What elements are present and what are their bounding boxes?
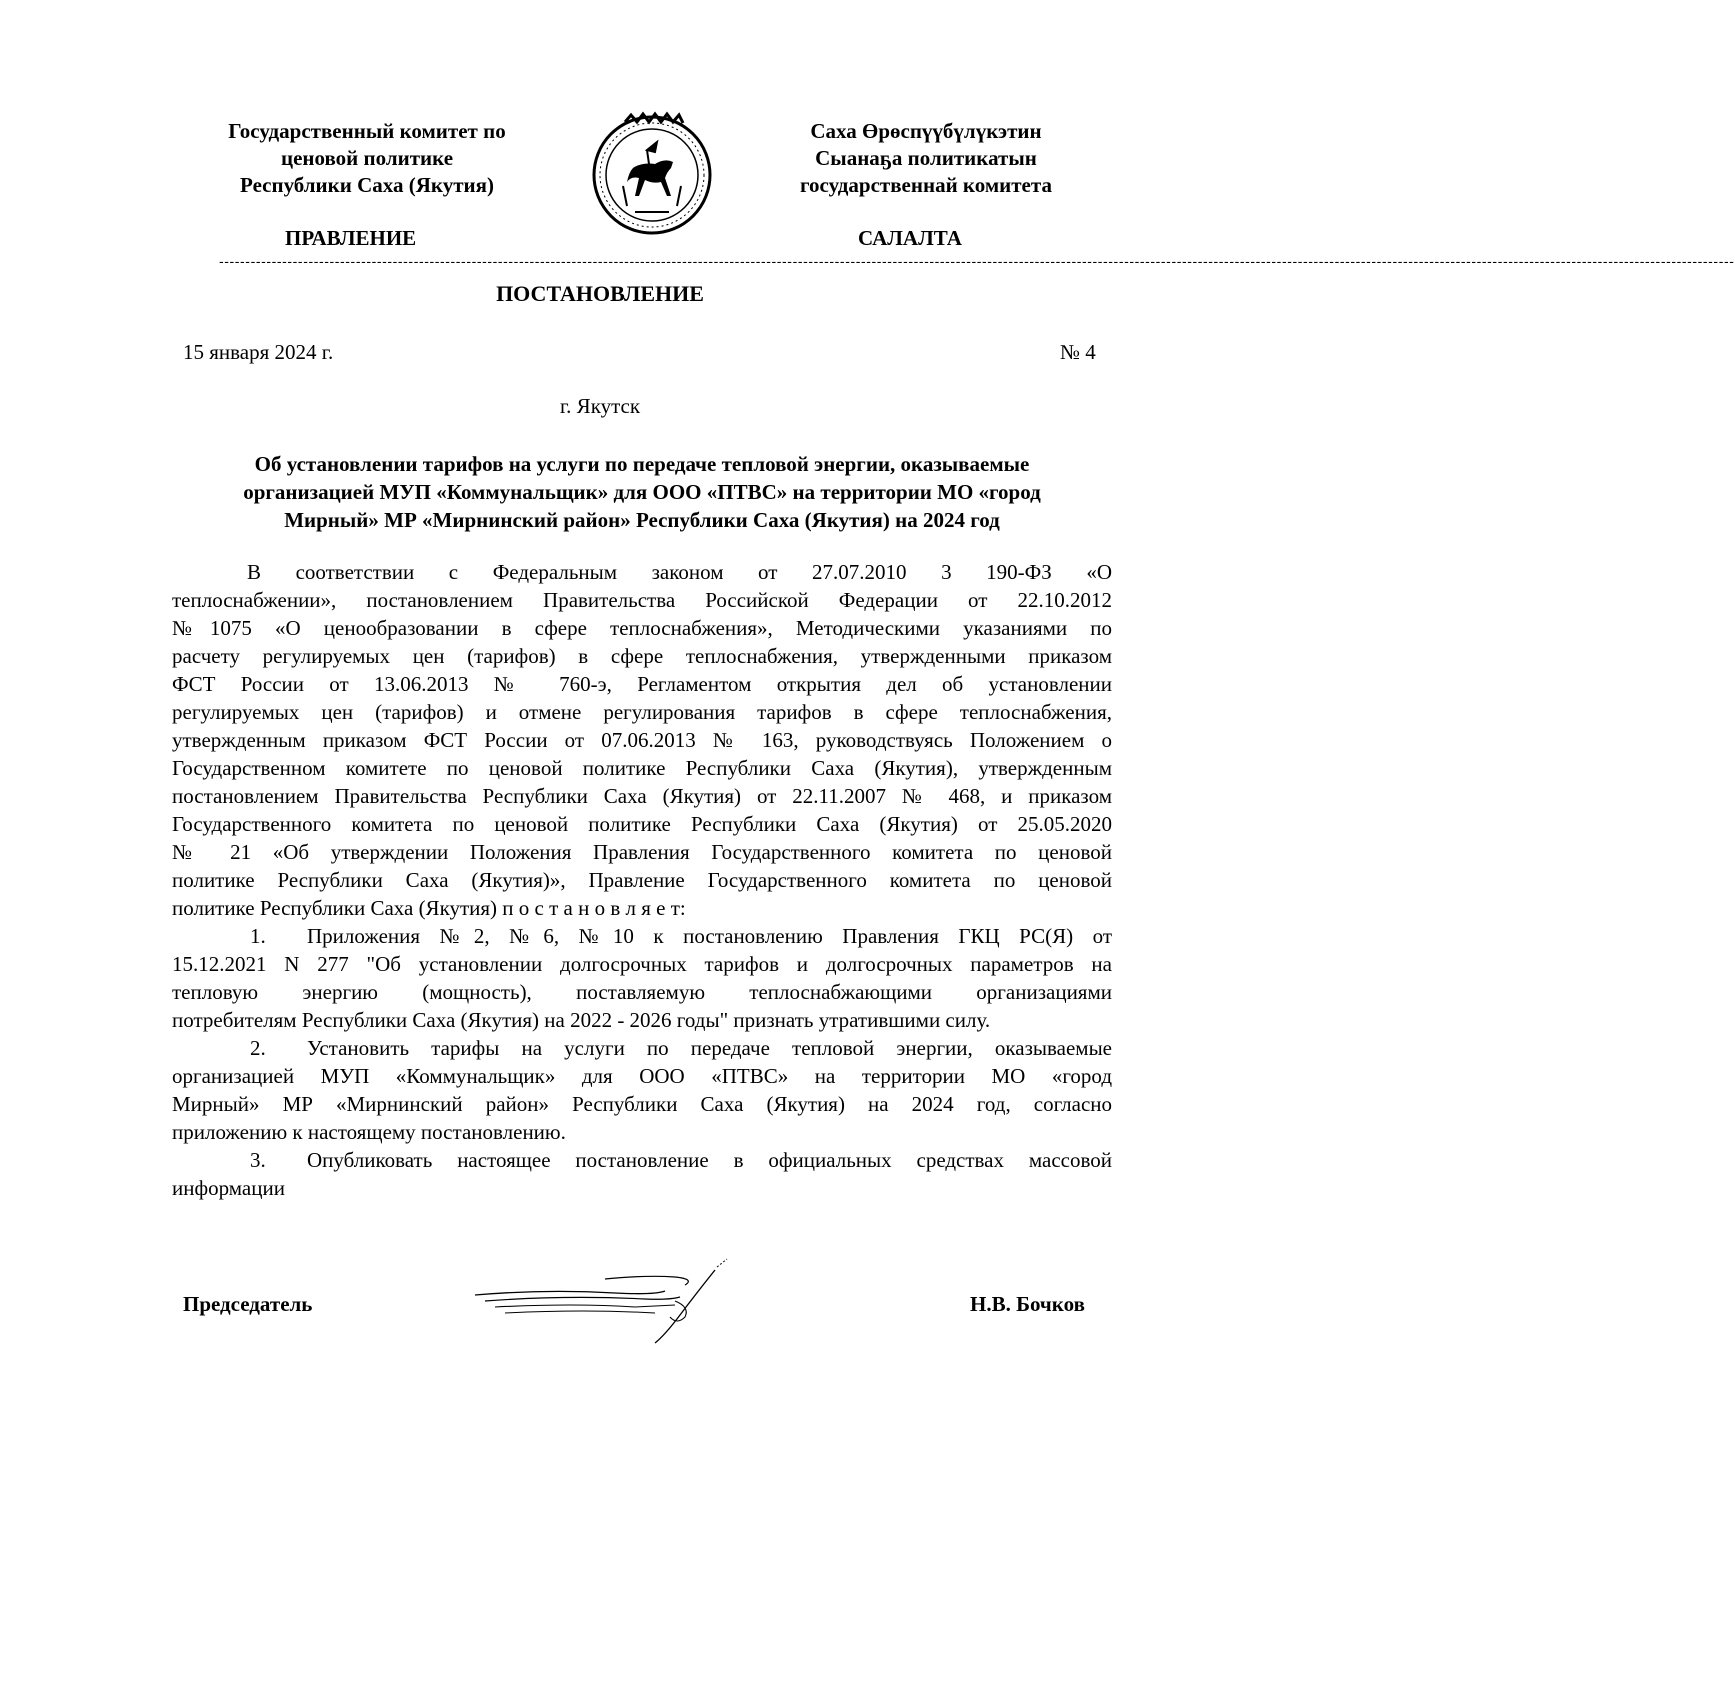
item-first-line <box>172 1034 1112 1062</box>
item-first-line <box>172 922 1112 950</box>
subject-line: Об установлении тарифов на услуги по передаче тепловой энергии, оказываемые <box>254 452 1030 476</box>
signer-role: Председатель <box>183 1292 313 1316</box>
item-line: Мирный» МР «Мирнинский район» Республики Саха (Якутия) на 2024 год, согласно <box>172 1092 1112 1116</box>
item-number: 2. <box>250 1036 266 1060</box>
preamble-line: Государственного комитета по ценовой политике Республики Саха (Якутия) от 25.05.2020 <box>172 812 1112 836</box>
list-item <box>172 1146 1112 1202</box>
list-item <box>172 1034 1112 1146</box>
subject-line: Мирный» МР «Мирнинский район» Республики Саха (Якутия) на 2024 год <box>284 508 1000 532</box>
preamble-line: утвержденным приказом ФСТ России от 07.06.2013 № 163, руководствуясь Положением о <box>172 728 1112 752</box>
preamble-line: Государственном комитете по ценовой политике Республики Саха (Якутия), утвержденным <box>172 756 1112 780</box>
document-subject <box>172 450 1112 534</box>
document-date: 15 января 2024 г. <box>183 340 334 364</box>
document-title: ПОСТАНОВЛЕНИЕ <box>496 281 704 306</box>
handwritten-signature-icon <box>465 1255 785 1355</box>
item-line: тепловую энергию (мощность), поставляемую теплоснабжающими организациями <box>172 980 1112 1004</box>
board-label-russian: ПРАВЛЕНИЕ <box>285 226 417 250</box>
item-text: Приложения №2, №6, №10 к постановлению Правления ГКЦ РС(Я) от <box>307 924 1112 948</box>
list-item <box>172 922 1112 1034</box>
document-body <box>172 558 1112 1202</box>
preamble-line: расчету регулируемых цен (тарифов) в сфере теплоснабжения, утвержденными приказом <box>172 644 1112 668</box>
preamble-line: регулируемых цен (тарифов) и отмене регулирования тарифов в сфере теплоснабжения, <box>172 700 1112 724</box>
item-number: 1. <box>250 924 266 948</box>
item-line: информации <box>172 1176 285 1200</box>
item-line: 15.12.2021 N 277 "Об установлении долгосрочных тарифов и долгосрочных параметров на <box>172 952 1112 976</box>
committee-name-yakut <box>756 118 1096 199</box>
document-city: г. Якутск <box>559 394 641 418</box>
preamble-line: теплоснабжении», постановлением Правительства Российской Федерации от 22.10.2012 <box>172 588 1112 612</box>
preamble-line: политике Республики Саха (Якутия) п о с т а н о в л я е т: <box>172 896 686 920</box>
preamble-line: ФСТ России от 13.06.2013 № 760-э, Регламентом открытия дел об установлении <box>172 672 1112 696</box>
item-first-line <box>172 1146 1112 1174</box>
item-text: Установить тарифы на услуги по передаче тепловой энергии, оказываемые <box>307 1036 1112 1060</box>
committee-name-russian <box>197 118 537 199</box>
preamble-line: политике Республики Саха (Якутия)», Правление Государственного комитета по ценовой <box>172 868 1112 892</box>
item-number: 3. <box>250 1148 266 1172</box>
committee-name-line: Сыанаҕа политикатын <box>815 146 1037 170</box>
committee-name-line: государственнай комитета <box>800 173 1052 197</box>
committee-name-line: Республики Саха (Якутия) <box>240 173 494 197</box>
committee-name-line: Саха Өрөспүүбүлүкэтин <box>810 119 1042 143</box>
item-line: потребителям Республики Саха (Якутия) на 2022 - 2026 годы" признать утратившими силу. <box>172 1008 991 1032</box>
signer-name: Н.В. Бочков <box>970 1292 1085 1316</box>
committee-name-line: Государственный комитет по <box>228 119 506 143</box>
preamble-line: В соответствии с Федеральным законом от 27.07.2010 3 190-ФЗ «О <box>247 560 1112 584</box>
yakutia-emblem-icon <box>587 110 717 240</box>
item-text: Опубликовать настоящее постановление в официальных средствах массовой <box>307 1148 1112 1172</box>
item-line: приложению к настоящему постановлению. <box>172 1120 566 1144</box>
subject-line: организацией МУП «Коммунальщик» для ООО «ПТВС» на территории МО «город <box>243 480 1041 504</box>
header-divider: ------------------------------------------------------------------------------------------------------------------------------------------------------------------------------------------------------------------------------------------------------------------------------------------------ <box>219 253 1735 269</box>
preamble-line: постановлением Правительства Республики Саха (Якутия) от 22.11.2007 № 468, и приказом <box>172 784 1112 808</box>
preamble-line: № 21 «Об утверждении Положения Правления Государственного комитета по ценовой <box>172 840 1112 864</box>
item-line: организацией МУП «Коммунальщик» для ООО «ПТВС» на территории МО «город <box>172 1064 1112 1088</box>
document-number: № 4 <box>1060 340 1096 364</box>
committee-name-line: ценовой политике <box>280 146 454 170</box>
board-label-yakut: САЛАЛТА <box>858 226 962 250</box>
preamble-line: №1075 «О ценообразовании в сфере теплоснабжения», Методическими указаниями по <box>172 616 1112 640</box>
